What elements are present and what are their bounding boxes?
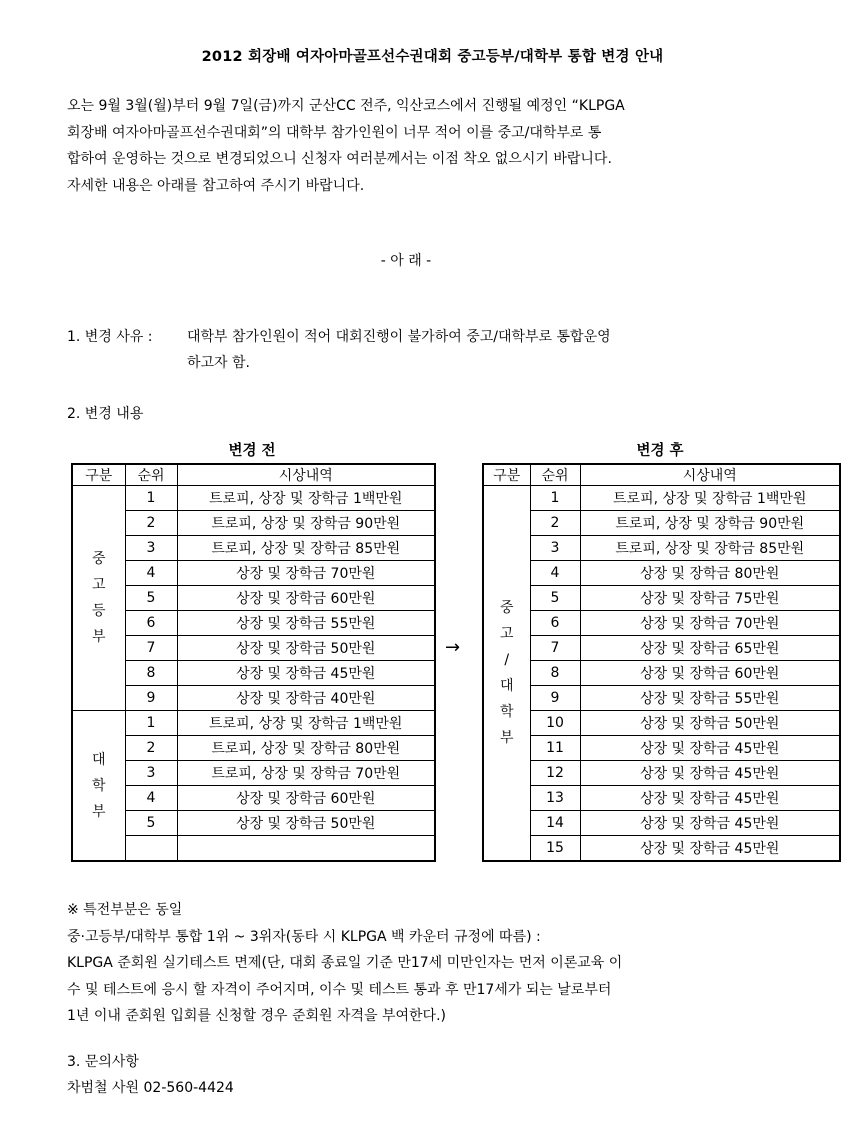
division-middle-high: 중 고 등 부 xyxy=(72,486,125,711)
rank-cell: 4 xyxy=(125,561,177,586)
rank-cell: 15 xyxy=(530,836,580,862)
special-benefit-note xyxy=(67,897,757,1030)
rank-cell: 6 xyxy=(530,611,580,636)
prize-cell xyxy=(177,836,435,862)
table-header-row xyxy=(483,464,840,486)
prize-cell: 상장 및 장학금 45만원 xyxy=(580,761,840,786)
prize-cell: 상장 및 장학금 60만원 xyxy=(177,586,435,611)
rank-cell: 5 xyxy=(530,586,580,611)
rank-cell: 9 xyxy=(125,686,177,711)
rank-cell: 6 xyxy=(125,611,177,636)
table-row xyxy=(483,586,840,611)
rank-cell: 2 xyxy=(125,736,177,761)
table-row xyxy=(483,511,840,536)
table-row xyxy=(483,786,840,811)
rank-cell: 1 xyxy=(125,486,177,511)
intro-line: 자세한 내용은 아래를 참고하여 주시기 바랍니다. xyxy=(67,177,365,194)
prize-cell: 상장 및 장학금 55만원 xyxy=(580,686,840,711)
prize-cell: 상장 및 장학금 60만원 xyxy=(177,786,435,811)
table-row xyxy=(72,611,435,636)
note-line: ※ 특전부분은 동일 xyxy=(67,902,183,918)
table-row xyxy=(72,736,435,761)
change-arrow-icon: → xyxy=(445,637,461,658)
rank-cell: 12 xyxy=(530,761,580,786)
rank-cell: 10 xyxy=(530,711,580,736)
table-row xyxy=(72,536,435,561)
rank-cell: 2 xyxy=(530,511,580,536)
prize-cell: 트로피, 상장 및 장학금 85만원 xyxy=(580,536,840,561)
rank-cell: 1 xyxy=(530,486,580,511)
table-row xyxy=(72,811,435,836)
table-row xyxy=(72,761,435,786)
table-row xyxy=(483,561,840,586)
table-header-row xyxy=(72,464,435,486)
table-row xyxy=(72,636,435,661)
table-row xyxy=(483,661,840,686)
document-title: 2012 회장배 여자아마골프선수권대회 중고등부/대학부 통합 변경 안내 xyxy=(201,49,664,65)
table-row xyxy=(72,686,435,711)
after-prize-table xyxy=(482,463,841,862)
before-table-caption: 변경 전 xyxy=(228,443,276,459)
prize-cell: 상장 및 장학금 80만원 xyxy=(580,561,840,586)
note-line: 수 및 테스트에 응시 할 자격이 주어지며, 이수 및 테스트 통과 후 만17세가 되는 날로부터 xyxy=(67,981,612,998)
section2-label: 2. 변경 내용 xyxy=(67,406,144,422)
rank-cell: 1 xyxy=(125,711,177,736)
column-header-rank: 순위 xyxy=(530,464,580,486)
table-row xyxy=(483,761,840,786)
note-line: 1년 이내 준회원 입회를 신청할 경우 준회원 자격을 부여한다.) xyxy=(67,1008,446,1024)
section1-label: 1. 변경 사유 : xyxy=(67,329,153,345)
section-divider: - 아 래 - xyxy=(380,253,432,269)
table-row xyxy=(483,636,840,661)
prize-cell: 트로피, 상장 및 장학금 1백만원 xyxy=(580,486,840,511)
table-row xyxy=(72,836,435,862)
column-header-rank: 순위 xyxy=(125,464,177,486)
rank-cell: 4 xyxy=(530,561,580,586)
before-prize-table xyxy=(71,463,436,862)
division-combined: 중 고 / 대 학 부 xyxy=(483,486,530,862)
prize-cell: 트로피, 상장 및 장학금 70만원 xyxy=(177,761,435,786)
rank-cell: 4 xyxy=(125,786,177,811)
rank-cell: 9 xyxy=(530,686,580,711)
table-row xyxy=(483,536,840,561)
note-line: KLPGA 준회원 실기테스트 면제(단, 대회 종료일 기준 만17세 미만인자는 먼저 이론교육 이 xyxy=(67,955,623,971)
prize-cell: 상장 및 장학금 45만원 xyxy=(580,811,840,836)
rank-cell: 3 xyxy=(125,761,177,786)
section3-label: 3. 문의사항 xyxy=(67,1054,139,1070)
rank-cell: 13 xyxy=(530,786,580,811)
prize-cell: 트로피, 상장 및 장학금 90만원 xyxy=(580,511,840,536)
prize-cell: 트로피, 상장 및 장학금 1백만원 xyxy=(177,711,435,736)
prize-cell: 상장 및 장학금 55만원 xyxy=(177,611,435,636)
table-row xyxy=(483,836,840,862)
rank-cell: 8 xyxy=(530,661,580,686)
table-row xyxy=(72,511,435,536)
rank-cell: 11 xyxy=(530,736,580,761)
table-row xyxy=(72,711,435,736)
column-header-prize: 시상내역 xyxy=(177,464,435,486)
contact-info: 차범철 사원 02-560-4424 xyxy=(67,1080,234,1096)
note-line: 중·고등부/대학부 통합 1위 ~ 3위자(동타 시 KLPGA 백 카운터 규정에 따름) : xyxy=(67,928,541,945)
section1-text-cont: 하고자 함. xyxy=(187,355,250,371)
table-row xyxy=(483,711,840,736)
prize-cell: 상장 및 장학금 45만원 xyxy=(580,736,840,761)
prize-cell: 상장 및 장학금 70만원 xyxy=(177,561,435,586)
intro-line: 합하여 운영하는 것으로 변경되었으니 신청자 여러분께서는 이점 착오 없으시기 바랍니다. xyxy=(67,151,612,167)
rank-cell: 14 xyxy=(530,811,580,836)
division-university: 대 학 부 xyxy=(72,711,125,862)
rank-cell xyxy=(125,836,177,862)
table-row xyxy=(72,561,435,586)
after-table-caption: 변경 후 xyxy=(636,443,684,459)
table-row xyxy=(72,661,435,686)
rank-cell: 8 xyxy=(125,661,177,686)
table-row xyxy=(72,586,435,611)
rank-cell: 5 xyxy=(125,586,177,611)
intro-line: 회장배 여자아마골프선수권대회”의 대학부 참가인원이 너무 적어 이를 중고/대학부로 통 xyxy=(67,124,602,141)
rank-cell: 2 xyxy=(125,511,177,536)
table-row xyxy=(483,736,840,761)
prize-cell: 트로피, 상장 및 장학금 85만원 xyxy=(177,536,435,561)
prize-cell: 상장 및 장학금 65만원 xyxy=(580,636,840,661)
table-row xyxy=(483,611,840,636)
prize-cell: 상장 및 장학금 40만원 xyxy=(177,686,435,711)
prize-cell: 상장 및 장학금 70만원 xyxy=(580,611,840,636)
table-row xyxy=(483,686,840,711)
prize-cell: 트로피, 상장 및 장학금 1백만원 xyxy=(177,486,435,511)
rank-cell: 5 xyxy=(125,811,177,836)
rank-cell: 3 xyxy=(530,536,580,561)
prize-cell: 상장 및 장학금 50만원 xyxy=(177,636,435,661)
table-row xyxy=(72,786,435,811)
column-header-division: 구분 xyxy=(72,464,125,486)
section1-text: 대학부 참가인원이 적어 대회진행이 불가하여 중고/대학부로 통합운영 xyxy=(187,329,611,345)
prize-cell: 상장 및 장학금 50만원 xyxy=(177,811,435,836)
prize-cell: 트로피, 상장 및 장학금 90만원 xyxy=(177,511,435,536)
table-row xyxy=(72,486,435,511)
prize-cell: 상장 및 장학금 75만원 xyxy=(580,586,840,611)
rank-cell: 7 xyxy=(125,636,177,661)
rank-cell: 3 xyxy=(125,536,177,561)
rank-cell: 7 xyxy=(530,636,580,661)
table-row xyxy=(483,811,840,836)
column-header-division: 구분 xyxy=(483,464,530,486)
prize-cell: 상장 및 장학금 60만원 xyxy=(580,661,840,686)
prize-cell: 상장 및 장학금 50만원 xyxy=(580,711,840,736)
table-row xyxy=(483,486,840,511)
prize-cell: 상장 및 장학금 45만원 xyxy=(580,836,840,862)
prize-cell: 상장 및 장학금 45만원 xyxy=(177,661,435,686)
intro-line: 오는 9월 3월(월)부터 9월 7일(금)까지 군산CC 전주, 익산코스에서 진행될 예정인 “KLPGA xyxy=(67,98,625,114)
intro-paragraph xyxy=(67,93,757,199)
prize-cell: 트로피, 상장 및 장학금 80만원 xyxy=(177,736,435,761)
prize-cell: 상장 및 장학금 45만원 xyxy=(580,786,840,811)
column-header-prize: 시상내역 xyxy=(580,464,840,486)
